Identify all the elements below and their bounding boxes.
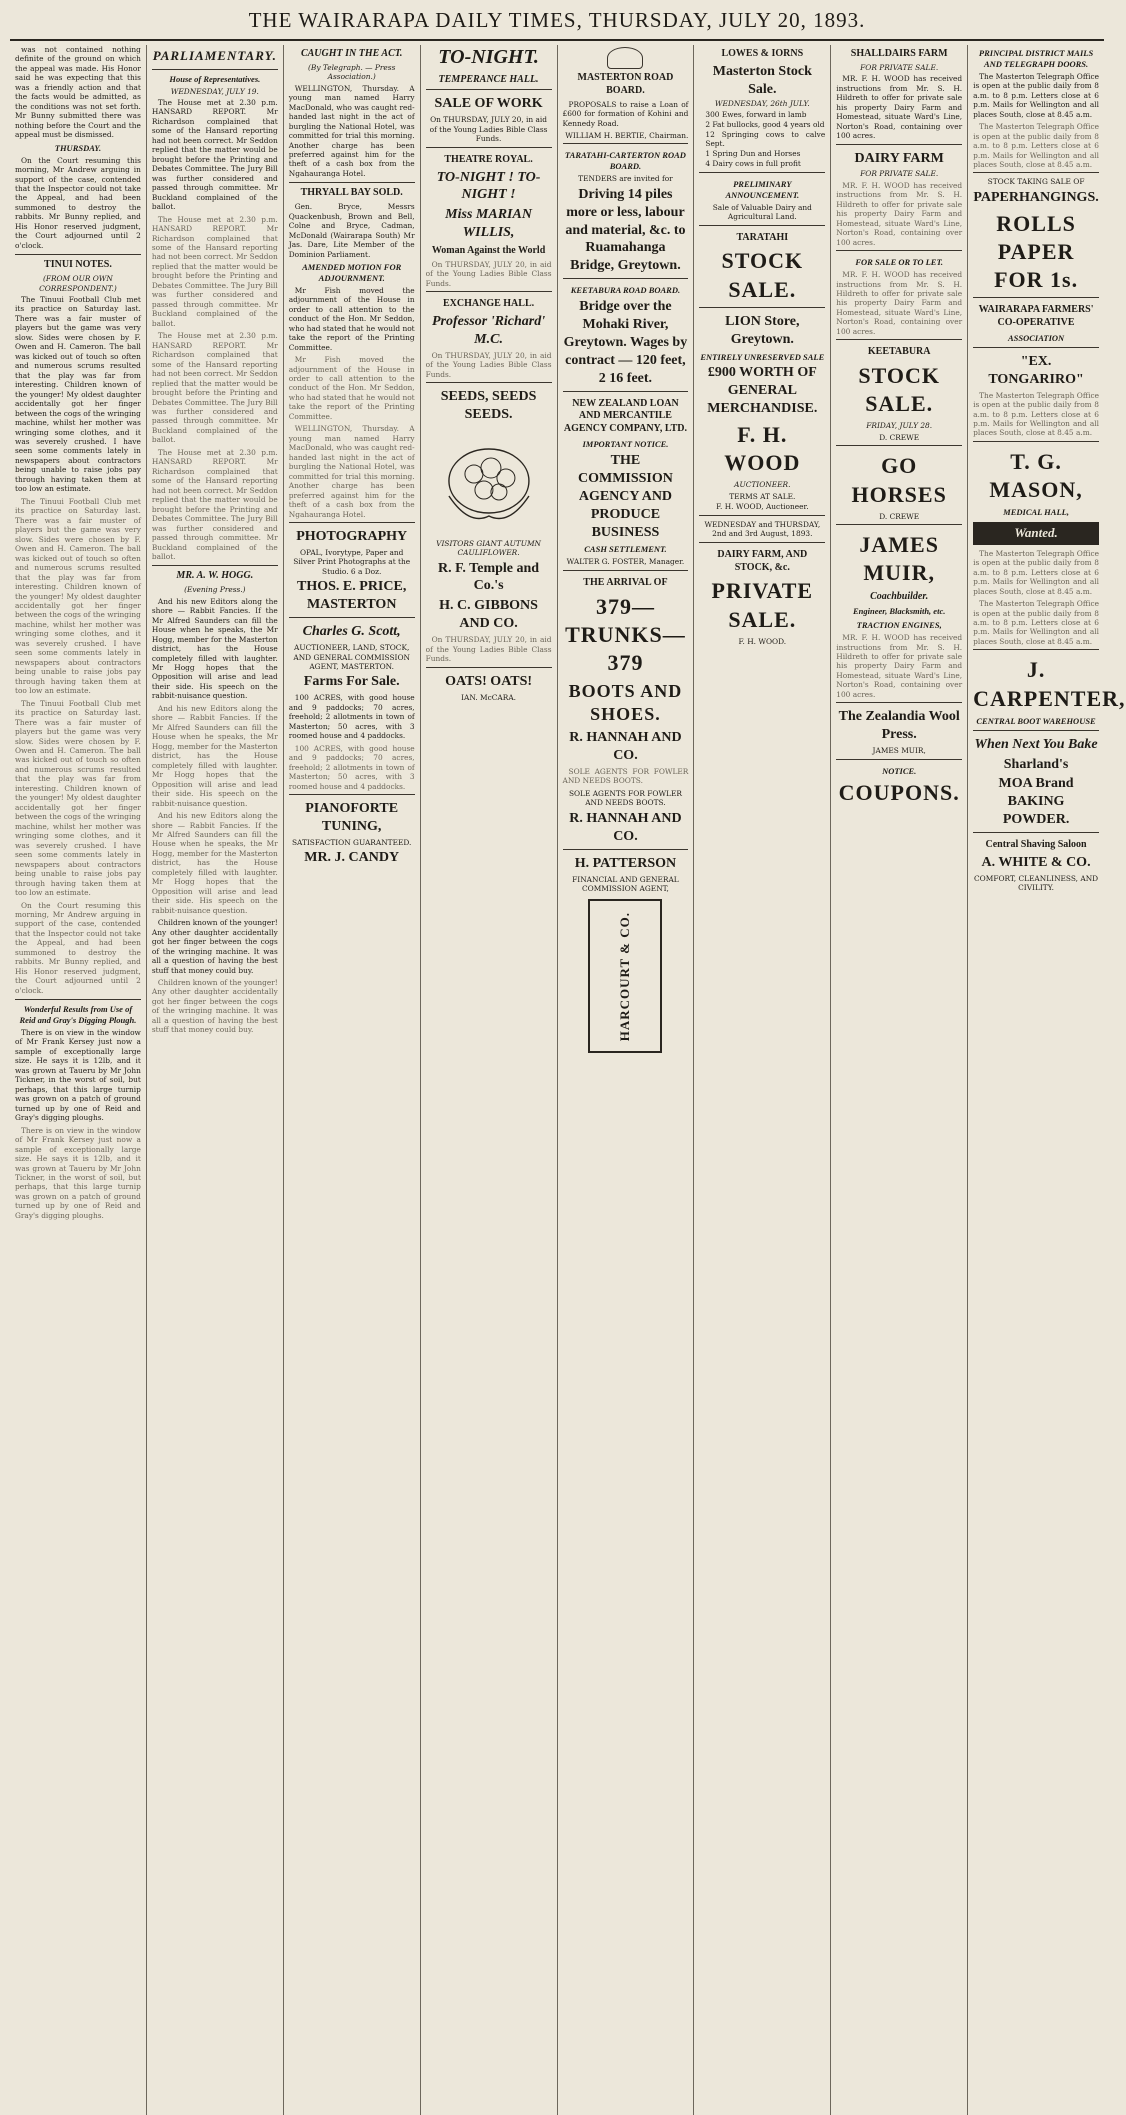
wanted-banner: Wanted.: [973, 522, 1099, 545]
temple-heading: R. F. Temple and Co.'s: [438, 560, 540, 594]
keetabura-stock-heading: STOCK SALE.: [858, 363, 940, 417]
scott-heading: Charles G. Scott,: [302, 624, 401, 640]
coach-heading: Coachbuilder.: [870, 590, 929, 602]
house-heading: House of Representatives.: [169, 73, 261, 84]
wed-ad: [699, 515, 825, 539]
list-item: 2 Fat bullocks, good 4 years old: [705, 120, 825, 130]
harcourt-box: [588, 899, 662, 1053]
piano-heading: PIANOFORTE TUNING,: [305, 801, 399, 834]
column-2: [147, 45, 284, 2115]
column-6: [694, 45, 831, 2115]
tinui-sub: (FROM OUR OWN CORRESPONDENT.): [39, 274, 117, 293]
wonderful-text: There is on view in the window of Mr Frank Kersey just now a sample of exceptionally large size. He says it is 12lb, and it was grown at Taueru by Mr John Tickner, in the worst of soil, but perhaps, that this large turnip was grown on a patch of ground turned up by one of Reid and Gray's digging ploughs.: [15, 1027, 141, 1123]
hogg-text-cont2: And his new Editors along the shore — Rabbit Fancies. If the Mr Alfred Saunders can fill the House when he speaks, the Mr Hogg, member for the Masterton district, has the House completely filled with laughter. Mr Hogg hopes that the Opposition will arise and lead their side. His speech on the rabbit-nuisance question.: [151, 811, 278, 915]
dairy-farm-heading: DAIRY FARM: [854, 150, 944, 166]
association-heading: ASSOCIATION: [1007, 332, 1065, 343]
stocktaking-heading: STOCK TAKING SALE OF: [987, 177, 1085, 187]
keetabura-ad: [563, 278, 689, 387]
manager-sign: WALTER G. FOSTER, Manager.: [566, 557, 685, 567]
piano-ad: [289, 794, 415, 867]
seeds-heading: SEEDS, SEEDS SEEDS.: [440, 389, 537, 423]
taratahi-ad: [563, 143, 689, 275]
engineer-heading: Engineer, Blacksmith, etc.: [853, 606, 946, 617]
house-text-cont: The House met at 2.30 p.m. HANSARD REPORT. Mr Richardson complained that some of the Hansard reporting had not been correct. Mr Seddon replied that the matter would be brought before the Printing and Debates Committee. The Jury Bill was further considered and passed through committee. Mr Buckland complained of the ballot.: [151, 214, 278, 328]
close-text: Children known of the younger! Any other daughter accidentally got her finger between the cogs of the wringing machine. It was all a question of having the best stuff that money could buy.: [151, 918, 278, 975]
tinui-text-cont3: On the Court resuming this morning, Mr Andrew arguing in support of the case, contended that the Inspector could not take the Appeal, and had been summoned to destroy the rabbits. Mr Bunny replied, and His Honor reserved judgment, the Court adjourned until 2 o'clock.: [15, 900, 141, 995]
photography-ad: [289, 522, 415, 614]
gibbons-heading: H. C. GIBBONS AND CO.: [439, 598, 538, 632]
exchange-text: On THURSDAY, JULY 20, in aid of the Young Ladies Bible Class Funds.: [425, 350, 552, 379]
divider: [15, 254, 141, 255]
commission-heading: THE COMMISSION AGENCY AND PRODUCE BUSINESS: [577, 452, 673, 540]
cauliflower-illustration: [426, 426, 552, 536]
shalldairs-heading: SHALLDAIRS FARM: [850, 48, 948, 59]
mails-heading: PRINCIPAL DISTRICT MAILS AND TELEGRAPH DOORS.: [978, 48, 1094, 69]
cash-heading: CASH SETTLEMENT.: [584, 544, 667, 555]
medical-heading: MEDICAL HALL,: [1003, 507, 1069, 518]
trunks-heading: 379—TRUNKS—379: [565, 593, 686, 675]
columns: [10, 45, 1126, 2115]
gibbons-text: On THURSDAY, JULY 20, in aid of the Young Ladies Bible Class Funds.: [425, 635, 552, 664]
financial-text: FINANCIAL AND GENERAL COMMISSION AGENT,: [572, 874, 679, 893]
fwood-sign: F. H. WOOD.: [738, 636, 787, 646]
tinui-text-cont2: The Tinuui Football Club met its practice on Saturday last. There was a fair muster of players but the game was very slow. Sides were chosen by F. Owen and H. Cameron. The ball was kicked out of touch so often and numerous scrums resulted that the play was far from interesting. Children known of the younger! My oldest daughter accidentally got her finger between the cogs of the wringing machine, whilst her mother was wringing some clothes, and it was severely crushed. I have seen some comments lately in newspapers about contractors being unable to raise jobs pay through having taken them at too low an estimate.: [15, 698, 141, 898]
close-text-cont: Children known of the younger! Any other daughter accidentally got her finger between the cogs of the wringing machine. It was all a question of having the best stuff that money could buy.: [151, 978, 278, 1035]
preliminary-heading: PRELIMINARY ANNOUNCEMENT.: [725, 178, 800, 200]
scott-text: AUCTIONEER, LAND, STOCK, AND GENERAL COMMISSION AGENT, MASTERTON.: [293, 643, 410, 671]
list-item: 1 Spring Dun and Horses: [705, 149, 801, 159]
seed-caption: VISITORS GIANT AUTUMN CAULIFLOWER.: [436, 538, 541, 558]
hogg-text-cont: And his new Editors along the shore — Rabbit Fancies. If the Mr Alfred Saunders can fill the House when he speaks, the Mr Hogg, member for the Masterton district, has the House completely filled with laughter. Mr Hogg hopes that the Opposition will arise and lead their side. His speech on the rabbit-nuisance question.: [151, 703, 278, 808]
intro-text: was not contained nothing definite of the ground on which the appeal was made. His Honor said he was expecting that this was a friendly action and that the facts would be admitted, as the conditions was not set forth. Mr Bunny submitted there was nothing before the Court and the appeal must be dismissed.: [15, 45, 141, 140]
thursday-text: On the Court resuming this morning, Mr Andrew arguing in support of the case, contended that the Inspector could not take the Appeal, and had been summoned to destroy the rabbits. Mr Bunny replied, and His Honor reserved judgment, the Court adjourned until 2 o'clock.: [15, 155, 141, 250]
wood-sign: F. H. WOOD, Auctioneer.: [716, 502, 809, 512]
tinui-text: The Tinuui Football Club met its practice on Saturday last. There was a fair muster of players but the game was very slow. Sides were chosen by F. Owen and H. Cameron. The ball was kicked out of touch so often and numerous scrums resulted that the play was far from interesting. Children known of the younger! My oldest daughter accidentally got her finger between the cogs of the wringing machine, whilst her mother was wringing some clothes, and it was severely crushed. I have seen some comments lately in newspapers about contractors being unable to raise jobs pay through having taken them at too low an estimate.: [15, 294, 141, 494]
patterson-name: H. PATTERSON: [574, 855, 677, 871]
notice-heading: NOTICE.: [882, 765, 917, 776]
cooperative-ad: [973, 297, 1099, 343]
masterton-stock-heading: Masterton Stock Sale.: [712, 63, 812, 97]
caught-sub: (By Telegraph. — Press Association.): [308, 62, 396, 82]
tonight-heading: TO-NIGHT.: [438, 46, 539, 68]
parliamentary-heading: PARLIAMENTARY.: [152, 48, 277, 63]
boots-text: SOLE AGENTS FOR FOWLER AND NEEDS BOOTS.: [562, 766, 689, 786]
list-item: 12 Springing cows to calve Sept.: [705, 130, 826, 149]
boot-heading: CENTRAL BOOT WAREHOUSE: [976, 715, 1096, 726]
wonderful-text-cont: There is on view in the window of Mr Frank Kersey just now a sample of exceptionally large size. He says it is 12lb, and it was grown at Taueru by Mr John Tickner, in the worst of soil, but perhaps, that this large turnip was grown on a patch of ground turned up by one of Reid and Gray's digging ploughs.: [15, 1125, 141, 1220]
arrival-heading: THE ARRIVAL OF: [583, 576, 668, 588]
bridge-text: Bridge over the Mohaki River, Greytown. Wages by contract — 120 feet, 2 16 feet.: [563, 299, 688, 386]
mails-text: The Masterton Telegraph Office is open at the public daily from 8 a.m. to 8 p.m. Letters close at 6 p.m. Mails for Wellington and all places South, close at 8.45 a.m.: [973, 71, 1099, 119]
hogg-text: And his new Editors along the shore — Rabbit Fancies. If the Mr Alfred Saunders can fill the House when he speaks, the Mr Hogg, member for the Masterton district, has the House completely filled with laughter. Mr Hogg hopes that the Opposition will arise and lead their side. His speech on the rabbit-nuisance question.: [151, 596, 278, 701]
candy-name: MR. J. CANDY: [304, 850, 400, 866]
tinui-heading: TINUI NOTES.: [44, 259, 112, 271]
miss-willis: Miss MARIAN WILLIS,: [445, 207, 532, 241]
nz-loan-heading: NEW ZEALAND LOAN AND MERCANTILE AGENCY COMPANY, LTD.: [563, 397, 688, 435]
column-5: [558, 45, 695, 2115]
farms-text-cont: 100 ACRES, with good house and 9 paddocks; 70 acres, freehold; 2 allotments in town of Masterton; 50 acres, with 3 roomed house and 4 paddocks.: [288, 743, 415, 791]
wood-heading: F. H. WOOD: [724, 422, 801, 476]
tinui-text-cont: The Tinuui Football Club met its practice on Saturday last. There was a fair muster of players but the game was very slow. Sides were chosen by F. Owen and H. Cameron. The ball was kicked out of touch so often and numerous scrums resulted that the play was far from interesting. Children known of the younger! My oldest daughter accidentally got her finger between the cogs of the wringing machine, whilst her mother was wringing some clothes, and it was severely crushed. I have seen some comments lately in newspapers about contractors being unable to raise jobs pay through having taken them at too low an estimate.: [15, 496, 141, 696]
list-item: 300 Ewes, forward in lamb: [705, 110, 807, 120]
james-sign: JAMES MUIR,: [872, 746, 926, 756]
tenders-text: TENDERS are invited for: [578, 174, 673, 184]
stocktaking-ad: [973, 172, 1099, 294]
crewe-sign-2: D. CREWE: [879, 511, 920, 521]
wonderful-heading: Wonderful Results from Use of Reid and Gray's Digging Plough.: [19, 1004, 137, 1026]
theatre-heading: THEATRE ROYAL.: [444, 153, 533, 165]
entirely-heading: ENTIRELY UNRESERVED SALE: [700, 351, 825, 362]
muir-text: MR. F. H. WOOD has received instructions from Mr. S. H. Hildreth to offer for private sale his property Dairy Farm and Homestead, situate Ward's Line, Norton's Road, containing over 100 acres.: [836, 633, 963, 699]
wed-text: WEDNESDAY and THURSDAY, 2nd and 3rd August, 1893.: [704, 519, 821, 539]
horses-ad: [836, 445, 962, 521]
driving-text: Driving 14 piles more or less, labour and material, &c. to Ruamahanga Bridge, Greytown.: [565, 186, 686, 274]
farms-text: 100 ACRES, with good house and 9 paddocks; 70 acres, freehold; 2 allotments in town of Masterton; 50 acres, with 3 roomed house and 4 paddocks.: [288, 693, 415, 741]
farms-heading: Farms For Sale.: [303, 674, 400, 690]
patterson-ad: [563, 849, 689, 1054]
hannah-heading: R. HANNAH AND CO.: [569, 730, 682, 763]
keetabura-heading: KEETABURA ROAD BOARD.: [570, 285, 681, 296]
to-let-heading: FOR SALE OR TO LET.: [855, 257, 943, 268]
taratahi-stock-ad: [699, 225, 825, 304]
house-date: WEDNESDAY, JULY 19.: [170, 86, 259, 96]
house-text: The House met at 2.30 p.m. HANSARD REPORT. Mr Richardson complained that some of the Hansard reporting had not been correct. Mr Seddon replied that the matter would be brought before the Printing and Debates Committee. The Jury Bill was further considered and passed through committee. Mr Buckland complained of the ballot.: [151, 97, 278, 212]
cooperative-heading: WAIRARAPA FARMERS' CO-OPERATIVE: [978, 304, 1094, 329]
tonight2-heading: TO-NIGHT ! TO-NIGHT !: [436, 169, 541, 203]
crest-icon: [607, 47, 643, 69]
rolls-heading: ROLLS PAPER FOR 1s.: [994, 210, 1079, 293]
boots-ad: [563, 570, 689, 846]
caught-heading: CAUGHT IN THE ACT.: [300, 48, 403, 59]
house-text-cont3: The House met at 2.30 p.m. HANSARD REPORT. Mr Richardson complained that some of the Hansard reporting had not been correct. Mr Seddon replied that the matter would be brought before the Printing and Debates Committee. The Jury Bill was further considered and passed through committee. Mr Buckland complained of the ballot.: [151, 447, 278, 561]
traction-heading: TRACTION ENGINES,: [856, 620, 942, 631]
woman-heading: Woman Against the World: [431, 245, 546, 257]
sharland-heading: Sharland's: [1003, 756, 1069, 772]
horses-heading: GO HORSES: [851, 453, 947, 507]
dairy-ad: [699, 542, 825, 646]
list-item: 4 Dairy cows in full profit: [705, 159, 801, 169]
column-8: [968, 45, 1126, 2115]
column-3: [284, 45, 421, 2115]
taratahi-label: TARATAHI: [736, 231, 789, 243]
white-ad: [973, 832, 1099, 893]
strike-heading: AMENDED MOTION FOR ADJOURNMENT.: [302, 262, 402, 283]
oats-heading: OATS! OATS!: [445, 673, 533, 689]
terms-text: TERMS AT SALE.: [729, 491, 796, 501]
masthead: THE WAIRARAPA DAILY TIMES, THURSDAY, JULY 20, 1893.: [10, 8, 1104, 41]
dairy-farm-ad: [836, 144, 962, 248]
tongariro-text: The Masterton Telegraph Office is open at the public daily from 8 a.m. to 8 p.m. Letters close at 6 p.m. Mails for Wellington and all places South, close at 8.45 a.m.: [973, 390, 1099, 438]
taratahi-heading: TARATAHI-CARTERTON ROAD BOARD.: [564, 150, 686, 172]
chairman-sign: WILLIAM H. BERTIE, Chairman.: [565, 131, 689, 140]
divider: [15, 999, 141, 1000]
seeds-ad: [426, 382, 552, 663]
carpenter-ad: [973, 649, 1126, 726]
keetabura-label: KEETABURA: [867, 346, 931, 358]
oats-ad: [426, 667, 552, 702]
stock-sale-heading: STOCK SALE.: [721, 248, 804, 302]
road-board-heading: MASTERTON ROAD BOARD.: [577, 72, 674, 96]
mason-ad: [973, 441, 1099, 518]
photo-names: THOS. E. PRICE, MASTERTON: [297, 579, 407, 613]
column-7: [831, 45, 968, 2115]
sole-agents: SOLE AGENTS FOR FOWLER AND NEEDS BOOTS.: [568, 788, 682, 808]
zealandia-heading: The Zealandia Wool Press.: [838, 709, 960, 743]
harcourt-label: HARCOURT & CO.: [617, 911, 633, 1042]
preliminary-text: Sale of Valuable Dairy and Agricultural Land.: [712, 202, 812, 222]
divider: [289, 182, 415, 183]
shalldairs-text: MR. F. H. WOOD has received instructions from Mr. S. H. Hildreth to offer for private sale his property Dairy Farm and Homestead, situate Ward's Line, Norton's Road, containing over 100 acres.: [836, 74, 963, 141]
column-1: [10, 45, 147, 2115]
sale-heading: SALE OF WORK: [434, 96, 543, 112]
strike-text: Mr Fish moved the adjournment of the House in order to call attention to the conduct of the Hon. Mr Seddon, who had stated that he would not take the report of the Printing Committee.: [288, 285, 415, 352]
lion-ad: [699, 307, 825, 512]
oats-sign: IAN. McCARA.: [461, 692, 517, 702]
thursday-heading: THURSDAY.: [54, 142, 102, 153]
keetabura-stock-ad: [836, 339, 962, 442]
crewe-sign: D. CREWE: [879, 432, 920, 442]
sale-of-work-ad: [426, 89, 552, 143]
hannah-heading-2: R. HANNAH AND CO.: [569, 810, 682, 844]
wanted-text: The Masterton Telegraph Office is open at the public daily from 8 a.m. to 8 p.m. Letters close at 6 p.m. Mails for Wellington and all places South, close at 8.45 a.m.: [973, 548, 1099, 596]
private-heading: PRIVATE SALE.: [711, 578, 814, 632]
photo-heading: PHOTOGRAPHY: [296, 529, 408, 545]
proposal-text: PROPOSALS to raise a Loan of £600 for formation of Kohini and Kennedy Road.: [562, 99, 689, 128]
sale-text: On THURSDAY, JULY 20, in aid of the Young Ladies Bible Class Funds.: [429, 115, 548, 144]
hogg-sub: (Evening Press.): [184, 585, 246, 595]
thryall-heading: THRYALL BAY SOLD.: [300, 187, 403, 199]
richard-heading: Professor 'Richard' M.C.: [431, 314, 546, 348]
shalldairs-sub: FOR PRIVATE SALE.: [860, 62, 939, 72]
tongariro-heading: "EX. TONGARIRO": [988, 353, 1084, 387]
dairy-farm-text: MR. F. H. WOOD has received instructions from Mr. S. H. Hildreth to offer for private sale his property Dairy Farm and Homestead, situate Ward's Line, Norton's Road, containing over 100 acres.: [836, 180, 963, 247]
muir-ad: [836, 524, 962, 699]
divider: [152, 69, 278, 70]
coupons-heading: COUPONS.: [838, 780, 960, 806]
stock-date: WEDNESDAY, 26th JULY.: [714, 98, 810, 108]
zealandia-ad: [836, 702, 962, 755]
strike-text-cont: Mr Fish moved the adjournment of the House in order to call attention to the conduct of the Hon. Mr Seddon, who had stated that he would not take the report of the Printing Committee.: [288, 355, 415, 421]
central-heading: Central Shaving Saloon: [985, 839, 1087, 851]
divider: [152, 565, 278, 566]
strike-text-cont2: WELLINGTON, Thursday. A young man named Harry MacDonald, who was caught red-handed last night in the act of burgling the National Hotel, was committed for trial this morning. Another charge has been preferred against him for the theft of a cash box from the Ngahauranga Hotel.: [288, 424, 415, 519]
piano-text: SATISFACTION GUARANTEED.: [291, 837, 412, 847]
baking-heading: MOA Brand BAKING POWDER.: [998, 776, 1074, 828]
to-let-ad: [836, 250, 962, 336]
carpenter-heading: J. CARPENTER,: [973, 657, 1126, 711]
lion-heading: LION Store, Greytown.: [725, 313, 800, 347]
house-text-cont2: The House met at 2.30 p.m. HANSARD REPORT. Mr Richardson complained that some of the Hansard reporting had not been correct. Mr Seddon replied that the matter would be brought before the Printing and Debates Committee. The Jury Bill was further considered and passed through committee. Mr Buckland complained of the ballot.: [151, 331, 278, 445]
nz-loan-ad: [563, 391, 689, 567]
tongariro-ad: [973, 347, 1099, 438]
photo-text: OPAL, Ivorytype, Paper and Silver Print Photographs at the Studio. 6 a Doz.: [293, 547, 411, 576]
stock-list: [699, 110, 825, 169]
theatre-ad: [426, 147, 552, 289]
to-let-text: MR. F. H. WOOD has received instructions from Mr. S. H. Hildreth to offer for private sale his property Dairy Farm and Homestead, situate Ward's Line, Norton's Road, containing over 100 acres.: [836, 270, 963, 336]
scott-ad: [289, 617, 415, 791]
caught-text: WELLINGTON, Thursday. A young man named Harry MacDonald, who was caught red-handed last night in the act of burgling the National Hotel, was committed for trial this morning. Another charge has been preferred against him for the theft of a cash box from the Ngahauranga Hotel.: [288, 83, 415, 178]
auction-sub: AUCTIONEER.: [734, 480, 791, 490]
baking-ad: [973, 730, 1099, 830]
notice-heading: IMPORTANT NOTICE.: [582, 439, 669, 450]
money-heading: £900 WORTH OF GENERAL MERCHANDISE.: [707, 365, 818, 417]
dairy-farm-sub: FOR PRIVATE SALE.: [860, 169, 939, 179]
coupons-ad: [836, 759, 962, 808]
exchange-heading: EXCHANGE HALL.: [443, 298, 535, 310]
column-4: [421, 45, 558, 2115]
muir-heading: JAMES MUIR,: [859, 532, 939, 586]
white-heading: A. WHITE & CO.: [981, 854, 1091, 870]
comfort-text: COMFORT, CLEANLINESS, AND CIVILITY.: [974, 873, 1099, 893]
theatre-text: On THURSDAY, JULY 20, in aid of the Young Ladies Bible Class Funds.: [425, 259, 552, 288]
boots-heading: BOOTS AND SHOES.: [568, 681, 683, 725]
wanted-text-2: The Masterton Telegraph Office is open at the public daily from 8 a.m. to 8 p.m. Letters close at 6 p.m. Mails for Wellington and all places South, close at 8.45 a.m.: [973, 599, 1099, 646]
mason-heading: T. G. MASON,: [989, 448, 1083, 503]
exchange-ad: [426, 291, 552, 379]
thryall-text: Gen. Bryce, Messrs Quackenbush, Brown and Bell, Colne and Bryce, Cadman, McDonald (Wairarapa South) Mr Jas. Dare, Lite Member of the Dominion Parliament.: [288, 202, 415, 259]
lowes-heading: LOWES & IORNS: [721, 48, 804, 59]
temperance-heading: TEMPERANCE HALL.: [438, 73, 539, 85]
hogg-heading: MR. A. W. HOGG.: [176, 570, 254, 582]
dairy-heading: DAIRY FARM, AND STOCK, &c.: [717, 548, 808, 573]
mails-text-cont: The Masterton Telegraph Office is open at the public daily from 8 a.m. to 8 p.m. Letters close at 6 p.m. Mails for Wellington and all places South, close at 8.45 a.m.: [973, 122, 1099, 169]
paperhangings-heading: PAPERHANGINGS.: [973, 189, 1099, 205]
friday-sub: FRIDAY, JULY 28.: [866, 421, 933, 431]
bread-heading: When Next You Bake: [974, 736, 1098, 752]
preliminary-ad: [699, 172, 825, 222]
